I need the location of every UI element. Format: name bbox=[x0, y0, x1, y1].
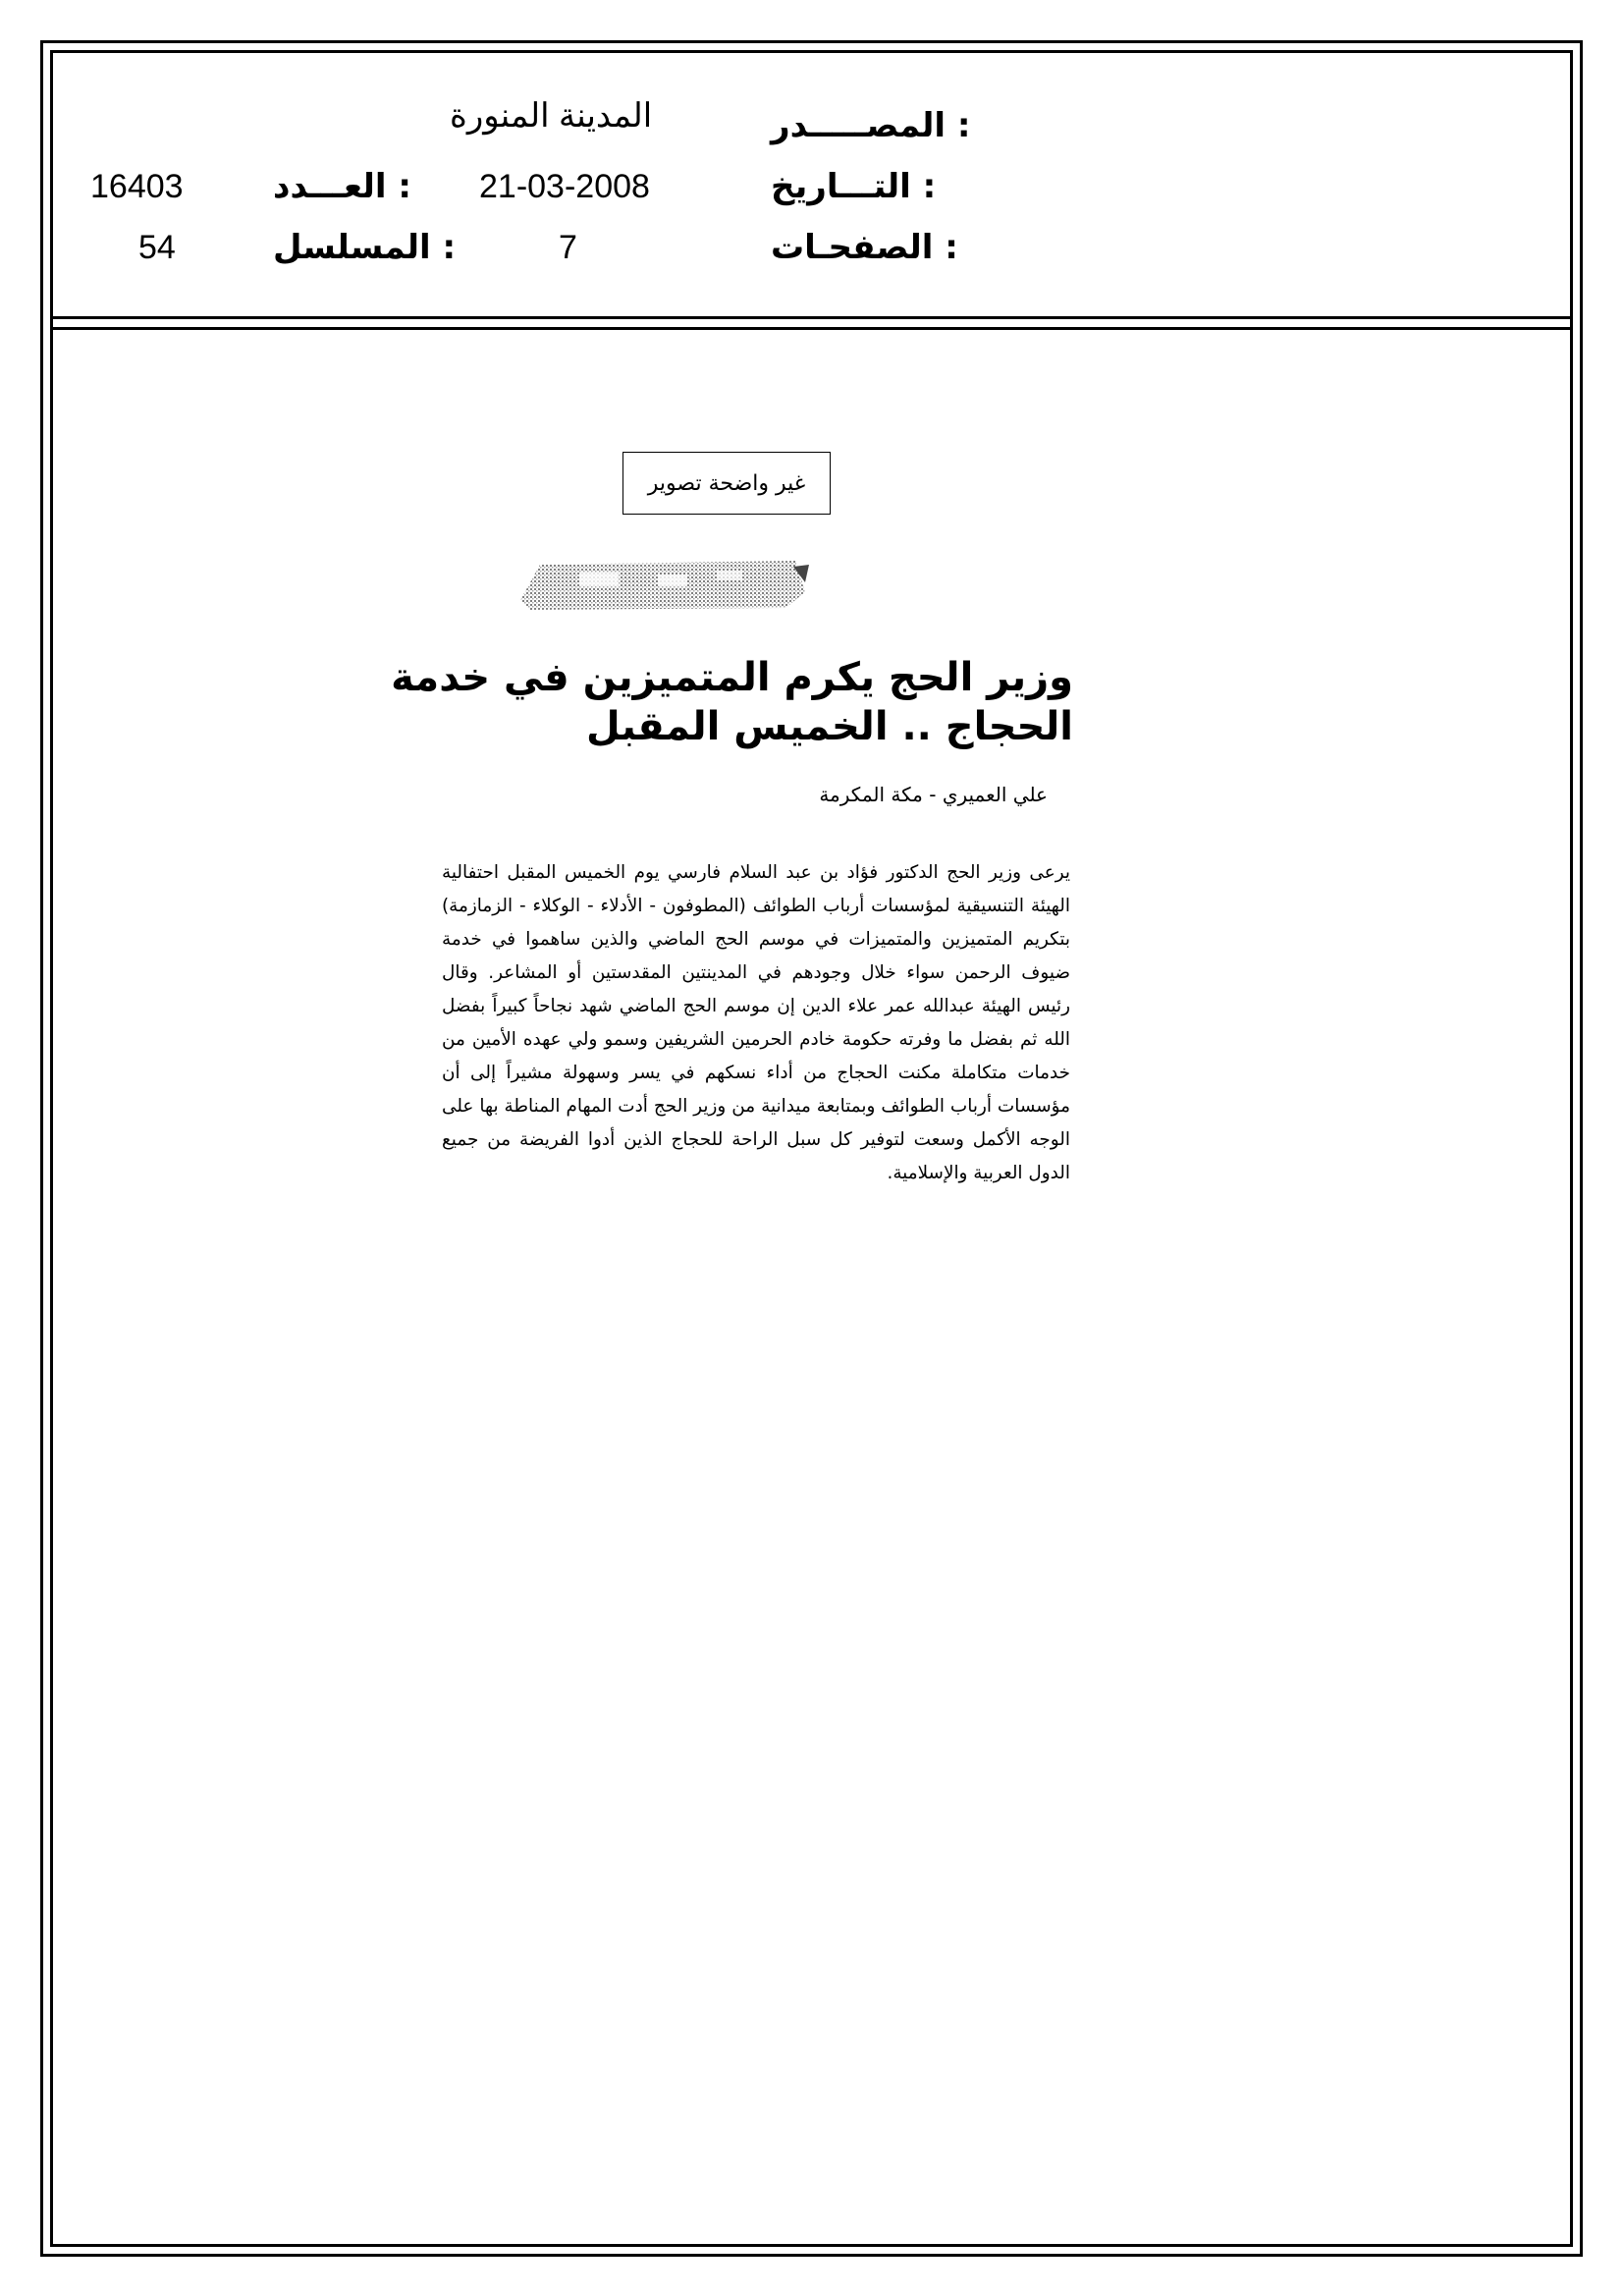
pages-label: الصفحـات : bbox=[771, 228, 958, 267]
serial-value: 54 bbox=[138, 229, 176, 266]
article-byline: علي العميري - مكة المكرمة bbox=[819, 783, 1048, 806]
header-divider bbox=[50, 316, 1573, 319]
notice-box bbox=[622, 452, 831, 515]
article-headline: وزير الحج يكرم المتميزين في خدمة الحجاج .. الخميس المقبل bbox=[391, 655, 1073, 749]
date-value: 21-03-2008 bbox=[479, 168, 650, 205]
newspaper-logo-icon bbox=[511, 553, 817, 612]
issue-label: العـــدد : bbox=[273, 167, 412, 206]
pages-value: 7 bbox=[559, 229, 577, 266]
issue-value: 16403 bbox=[90, 168, 184, 205]
notice-text: غير واضحة تصوير bbox=[647, 470, 806, 496]
source-value: المدينة المنورة bbox=[450, 97, 653, 135]
header-divider-second bbox=[50, 327, 1573, 330]
source-label: المصـــــدر : bbox=[771, 106, 971, 145]
serial-label: المسلسل : bbox=[273, 228, 457, 267]
article-body: يرعى وزير الحج الدكتور فؤاد بن عبد السلام فارسي يوم الخميس المقبل احتفالية الهيئة التنسيقية لمؤسسات أرباب الطوائف (المطوفون - الأدلاء - الوكلاء - الزمازمة) بتكريم المتميزين والمتميزات في موسم الحج الماضي والذين ساهموا في خدمة ضيوف الرحمن سواء خلال وجودهم في المدينتين المقدستين أو المشاعر. وقال رئيس الهيئة عبدالله عمر علاء الدين إن موسم الحج الماضي شهد نجاحاً كبيراً بفضل الله ثم بفضل ما وفرته حكومة خادم الحرمين الشريفين وسمو ولي عهده الأمين من خدمات متكاملة مكنت الحجاج من أداء نسكهم في يسر وسهولة مشيراً إلى أن مؤسسات أرباب الطوائف وبمتابعة ميدانية من وزير الحج أدت المهام المناطة بها على الوجه الأكمل وسعت لتوفير كل سبل الراحة للحجاج الذين أدوا الفريضة من جميع الدول العربية والإسلامية. bbox=[442, 862, 1070, 1183]
date-label: التـــاريخ : bbox=[771, 167, 937, 206]
